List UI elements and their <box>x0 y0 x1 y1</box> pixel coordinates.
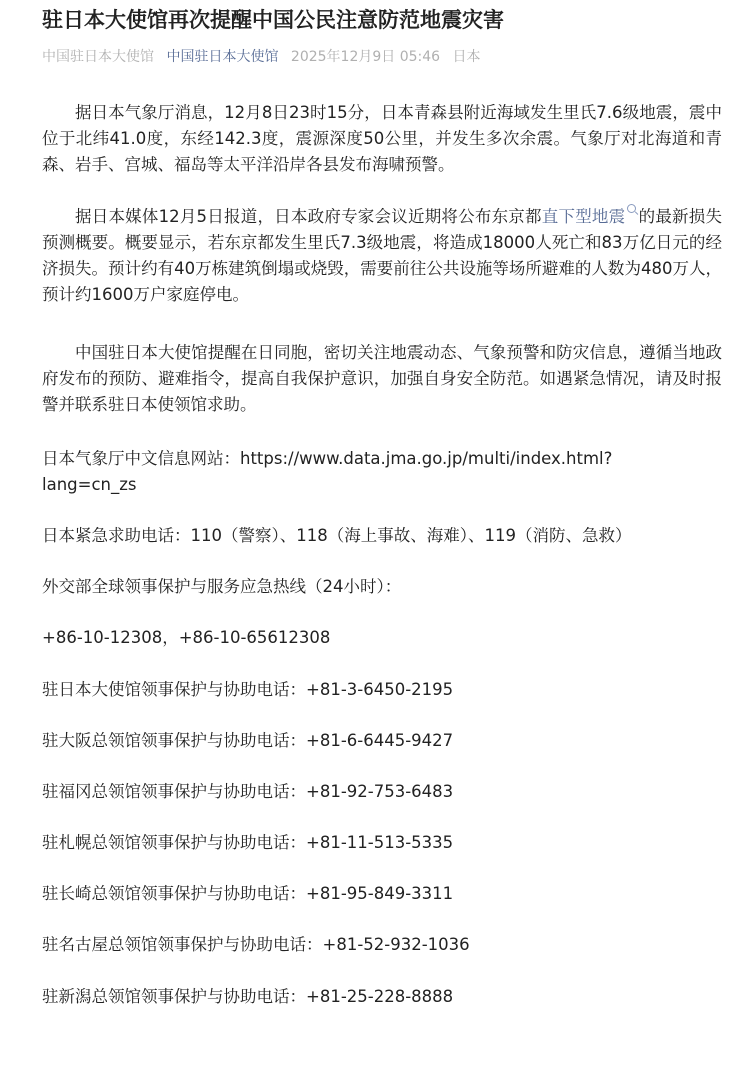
paragraph-text: 的最新损失预测概要。概要显示，若东京都发生里氏7.3级地震，将造成18000人死亡和83万亿日元的经济损失。预计约有40万栋建筑倒塌或烧毁，需要前往公共设施等场所避难的人数为480万人，预计约1600万户家庭停电。 <box>42 207 723 304</box>
contact-embassy: 驻日本大使馆领事保护与协助电话：+81-3-6450-2195 <box>42 680 454 699</box>
jma-website-line-1: 日本气象厅中文信息网站：https://www.data.jma.go.jp/multi/index.html? <box>42 449 613 468</box>
jma-website-line-2: lang=cn_zs <box>42 475 137 494</box>
contact-fukuoka: 驻福冈总领馆领事保护与协助电话：+81-92-753-6483 <box>42 782 454 801</box>
contact-nagasaki: 驻长崎总领馆领事保护与协助电话：+81-95-849-3311 <box>42 884 454 903</box>
search-icon[interactable] <box>627 204 636 213</box>
paragraph-embassy-reminder: 中国驻日本大使馆提醒在日同胞，密切关注地震动态、气象预警和防灾信息，遵循当地政府发布的预防、避难指令，提高自我保护意识，加强自身安全防范。如遇紧急情况，请及时报警并联系驻日本使领馆求助。 <box>42 343 722 414</box>
article-meta <box>42 46 489 68</box>
meta-author-link[interactable]: 中国驻日本大使馆 <box>166 49 279 65</box>
mfa-hotline-numbers: +86-10-12308，+86-10-65612308 <box>42 628 331 647</box>
emergency-numbers: 日本紧急求助电话：110（警察）、118（海上事故、海难）、119（消防、急救） <box>42 526 632 545</box>
meta-datetime: 2025年12月9日 05:46 <box>290 49 441 65</box>
mfa-hotline-label: 外交部全球领事保护与服务应急热线（24小时）： <box>42 577 402 596</box>
contact-niigata: 驻新潟总领馆领事保护与协助电话：+81-25-228-8888 <box>42 987 454 1006</box>
paragraph-earthquake-report: 据日本气象厅消息，12月8日23时15分，日本青森县附近海域发生里氏7.6级地震，震中位于北纬41.0度，东经142.3度，震源深度50公里，并发生多次余震。气象厅对北海道和青森、岩手、宫城、福岛等太平洋沿岸各县发布海啸预警。 <box>42 103 722 174</box>
paragraph-damage-forecast <box>42 204 722 308</box>
contact-osaka: 驻大阪总领馆领事保护与协助电话：+81-6-6445-9427 <box>42 731 454 750</box>
meta-location: 日本 <box>452 49 481 65</box>
article-title: 驻日本大使馆再次提醒中国公民注意防范地震灾害 <box>42 8 504 32</box>
paragraph-text: 据日本媒体12月5日报道，日本政府专家会议近期将公布东京都 <box>75 207 542 226</box>
contact-nagoya: 驻名古屋总领馆领事保护与协助电话：+81-52-932-1036 <box>42 935 470 954</box>
meta-source: 中国驻日本大使馆 <box>42 49 154 65</box>
keyword-link[interactable]: 直下型地震 <box>541 207 626 226</box>
contact-sapporo: 驻札幌总领馆领事保护与协助电话：+81-11-513-5335 <box>42 833 454 852</box>
